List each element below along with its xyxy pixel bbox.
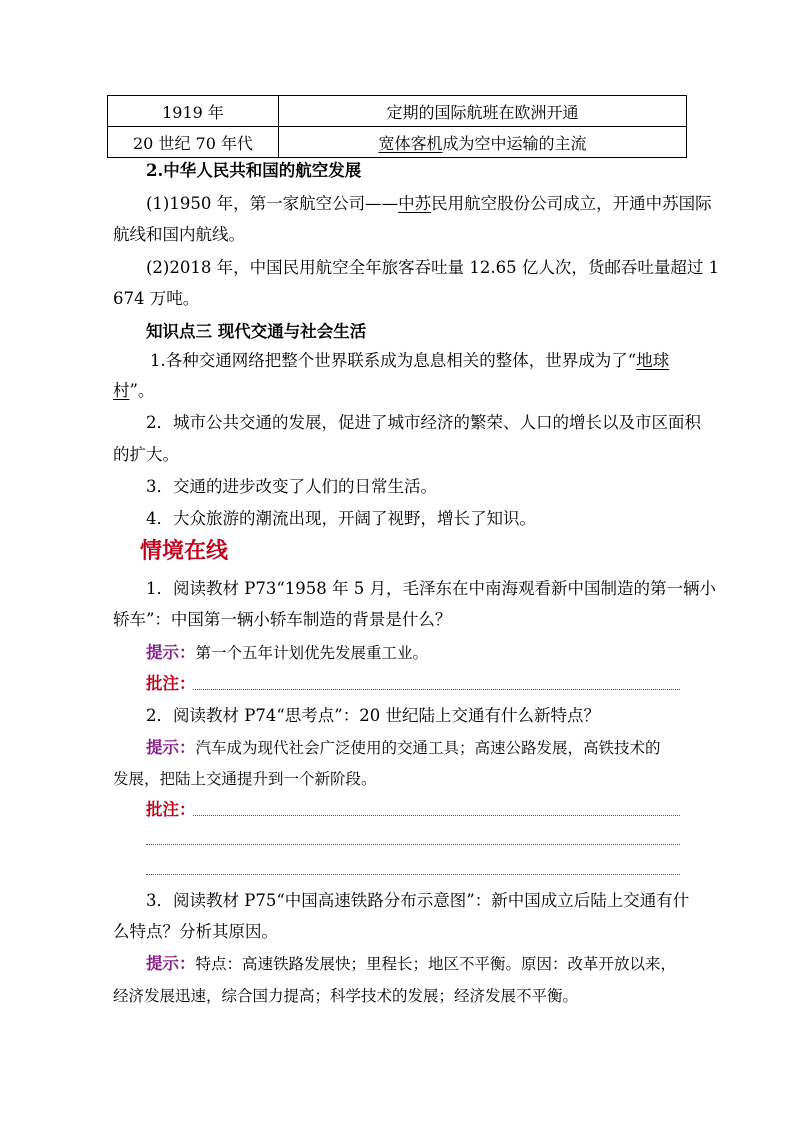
table-row <box>108 127 687 158</box>
table-cell-event <box>279 127 687 158</box>
note-label: 批注： <box>146 800 196 819</box>
paragraph-line: (2)2018 年，中国民用航空全年旅客吞吐量 12.65 亿人次，货邮吞吐量超过 1 <box>146 258 720 277</box>
hint-line: 发展，把陆上交通提升到一个新阶段。 <box>113 770 377 788</box>
underlined-term: 宽体客机 <box>378 133 443 153</box>
hint-label: 提示： <box>146 643 196 662</box>
aviation-timeline-table <box>107 95 687 158</box>
hint-text: 特点：高速铁路发展快；里程长；地区不平衡。原因：改革开放以来， <box>195 955 677 973</box>
question-line: 1．阅读教材 P73“1958 年 5 月，毛泽东在中南海观看新中国制造的第一辆小 <box>146 579 716 598</box>
text-run: (1)1950 年，第一家航空公司—— <box>146 194 399 213</box>
hint-line <box>146 737 683 759</box>
hint-line: 经济发展迅速，综合国力提高；科学技术的发展；经济发展不平衡。 <box>113 987 579 1005</box>
question-line: 2．阅读教材 P74“思考点”：20 世纪陆上交通有什么新特点？ <box>146 706 600 725</box>
text-run: 1.各种交通网络把整个世界联系成为息息相关的整体，世界成为了“ <box>150 351 637 370</box>
text-run: ”。 <box>129 381 155 400</box>
hint-text: 第一个五年计划优先发展重工业。 <box>195 644 429 662</box>
note-dotted-line <box>146 844 680 845</box>
paragraph-line <box>150 350 683 372</box>
note-label: 批注： <box>146 674 196 693</box>
paragraph-line: 674 万吨。 <box>113 289 200 308</box>
note-dotted-line <box>193 815 680 816</box>
paragraph-line: 的扩大。 <box>113 445 179 464</box>
underlined-term: 村 <box>113 381 130 400</box>
table-cell-year: 20 世纪 70 年代 <box>108 127 279 158</box>
table-cell-event: 定期的国际航班在欧洲开通 <box>279 96 687 127</box>
table-cell-text: 成为空中运输的主流 <box>442 133 587 153</box>
paragraph-line: 航线和国内航线。 <box>113 225 245 244</box>
paragraph-line <box>113 380 683 402</box>
question-line: 轿车”：中国第一辆小轿车制造的背景是什么？ <box>113 610 452 629</box>
knowledge-point-heading: 知识点三 现代交通与社会生活 <box>146 322 367 341</box>
note-dotted-line <box>193 689 680 690</box>
hint-line <box>146 642 683 664</box>
note-line <box>146 673 683 695</box>
underlined-term: 地球 <box>636 351 670 370</box>
question-line: 么特点？分析其原因。 <box>113 922 278 941</box>
hint-line <box>146 953 683 975</box>
section-subheading-aviation: 2.中华人民共和国的航空发展 <box>146 161 362 180</box>
paragraph-line: 2．城市公共交通的发展，促进了城市经济的繁荣、人口的增长以及市区面积 <box>146 413 701 432</box>
text-run: 民用航空股份公司成立，开通中苏国际 <box>431 194 712 213</box>
note-line <box>146 799 683 821</box>
paragraph-line: 3．交通的进步改变了人们的日常生活。 <box>146 477 437 496</box>
table-cell-year: 1919 年 <box>108 96 279 127</box>
table-row <box>108 96 687 127</box>
note-dotted-line <box>146 874 680 875</box>
underlined-term: 中苏 <box>398 194 432 213</box>
hint-label: 提示： <box>146 954 196 973</box>
hint-text: 汽车成为现代社会广泛使用的交通工具；高速公路发展，高铁技术的 <box>195 739 661 757</box>
scenario-section-title: 情境在线 <box>140 538 229 564</box>
hint-label: 提示： <box>146 738 196 757</box>
paragraph-line <box>146 193 712 215</box>
paragraph-line: 4．大众旅游的潮流出现，开阔了视野，增长了知识。 <box>146 509 536 528</box>
question-line: 3．阅读教材 P75“中国高速铁路分布示意图”：新中国成立后陆上交通有什 <box>146 891 690 910</box>
